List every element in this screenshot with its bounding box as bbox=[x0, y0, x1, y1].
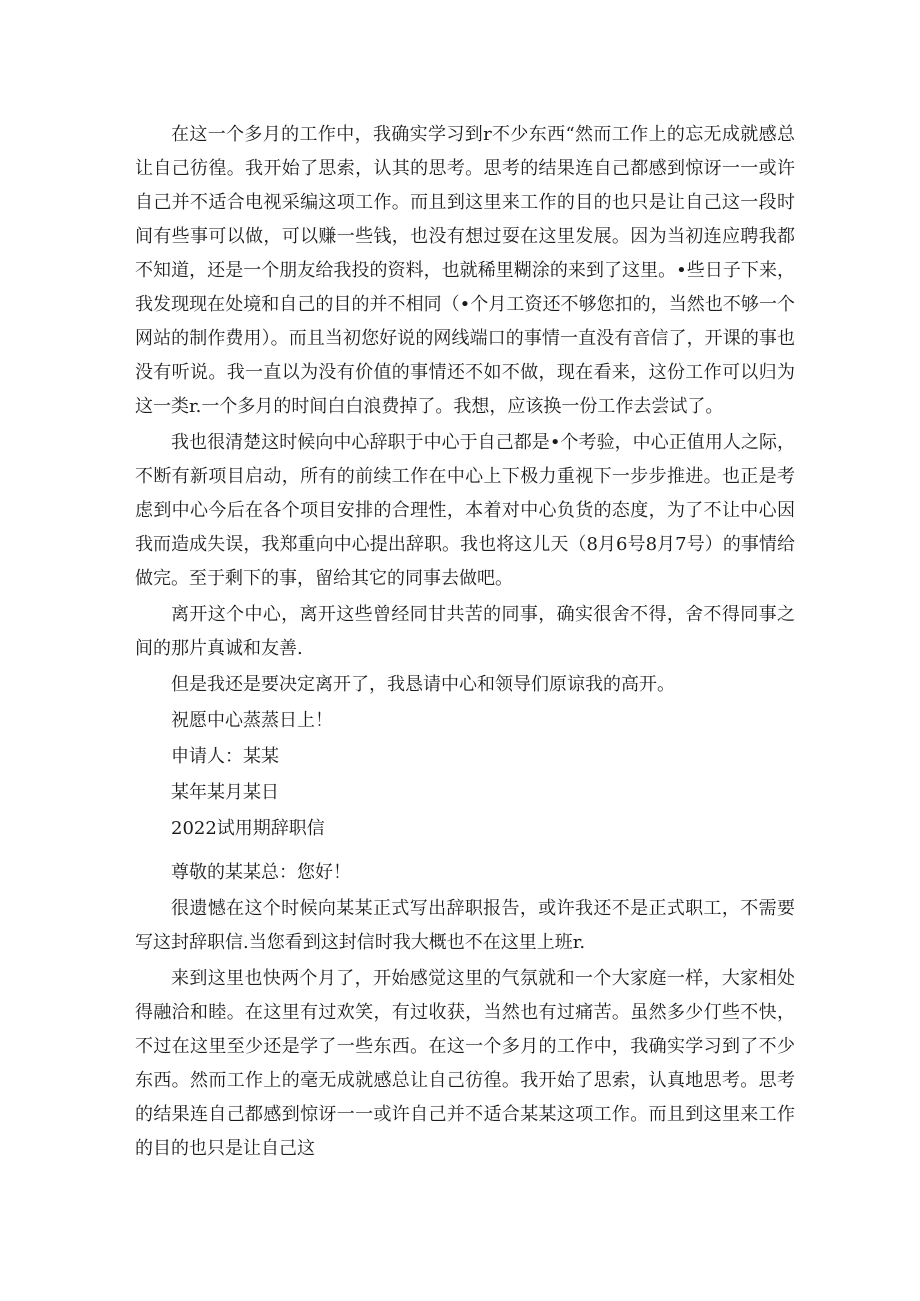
letter1-paragraph-1: 在这一个多月的工作中，我确实学习到r不少东西“然而工作上的忘无成就感总让自己彷徨。我开始了思索，认其的思考。思考的结果连自己都感到惊讶一一或许自己并不适合电视采编这项工作。而且到这里来工作的目的也只是让自己这一段时间有些事可以做，可以赚一些钱，也没有想过耍在这里发展。因为当初连应聘我都不知道，还是一个朋友给我投的资料，也就稀里糊涂的来到了这里。•些日子下来，我发现现在处境和自己的目的并不相同（•个月工资还不够您扣的，当然也不够一个网站的制作费用）。而且当初您好说的网线端口的事情一直没有音信了，开课的事也没有听说。我一直以为没有价值的事情还不如不做，现在看来，这份工作可以归为这一类r.一个多月的时间白白浪费掉了。我想，应该换一份工作去尝试了。 bbox=[135, 124, 795, 417]
letter1-paragraph-4: 但是我还是要决定离开了，我恳请中心和领导们原谅我的高开。 bbox=[171, 674, 675, 695]
letter1-date: 某年某月某日 bbox=[171, 782, 279, 803]
document-page bbox=[135, 118, 795, 1166]
letter2-title: 2022试用期辞职信 bbox=[171, 818, 325, 839]
letter2-salutation: 尊敬的某某总：您好！ bbox=[171, 862, 351, 883]
letter2-paragraph-1: 很遗憾在这个时候向某某正式写出辞职报告，或许我还不是正式职工，不需要写这封辞职信.当您看到这封信时我大概也不在这里上班r. bbox=[135, 898, 795, 953]
letter1-paragraph-2: 我也很清楚这时候向中心辞职于中心于自己都是•个考验，中心正值用人之际，不断有新项目启动，所有的前续工作在中心上下极力重视下一步步推进。也正是考虑到中心今后在各个项目安排的合理性，本着对中心负货的态度，为了不让中心因我而造成失误，我郑重向中心提出辞职。我也将这儿天（8月6号8月7号）的事情给做完。至于剩下的事，留给其它的同事去做吧。 bbox=[135, 432, 795, 589]
letter1-paragraph-3: 离开这个中心，离开这些曾经同甘共苦的同事，确实很舍不得，舍不得同事之间的那片真诚和友善. bbox=[135, 604, 795, 659]
letter2-paragraph-2: 来到这里也快两个月了，开始感觉这里的气氛就和一个大家庭一样，大家相处得融洽和睦。在这里有过欢笑，有过收获，当然也有过痛苦。虽然多少仃些不快，不过在这里至少还是学了一些东西。在这一个多月的工作中，我确实学习到了不少东西。然而工作上的毫无成就感总让自己彷徨。我开始了思索，认真地思考。思考的结果连自己都感到惊讶一一或许自己并不适合某某这项工作。而且到这里来工作的目的也只是让自己这 bbox=[135, 968, 795, 1159]
letter1-closing: 祝愿中心蒸蒸日上！ bbox=[171, 710, 333, 731]
letter1-applicant: 申请人：某某 bbox=[171, 746, 279, 767]
